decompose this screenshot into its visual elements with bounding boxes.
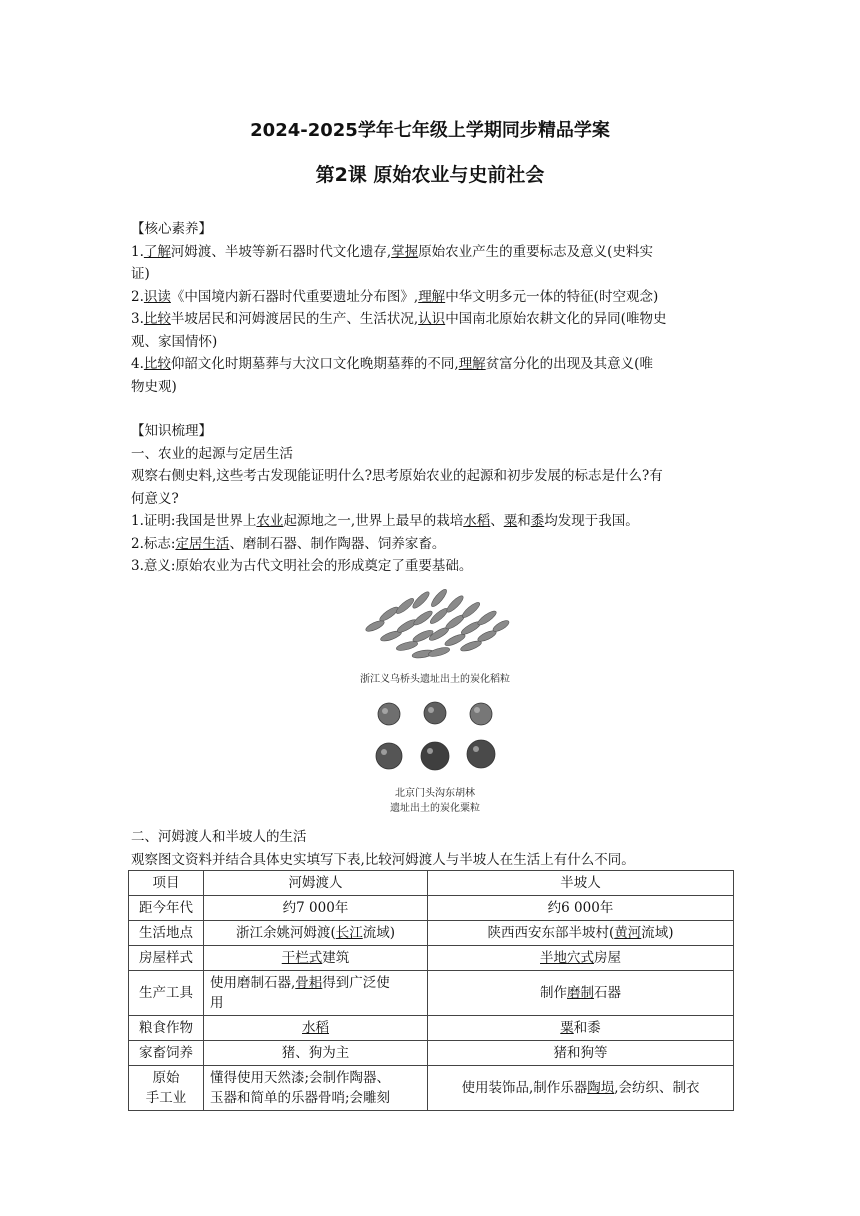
- rice-grains-caption: 浙江义乌桥头遗址出土的炭化稻粒: [360, 674, 510, 685]
- core-heading: 【核心素养】: [131, 221, 212, 237]
- knowledge-heading: 【知识梳理】: [131, 423, 212, 439]
- document-title: 2024-2025学年七年级上学期同步精品学案: [250, 120, 610, 141]
- core-item-3: 3.比较半坡居民和河姆渡居民的生产、生活状况,认识中国南北原始农耕文化的异同(唯物史: [131, 311, 667, 327]
- rice-grains-image: [355, 586, 515, 664]
- millet-grains-image: [365, 700, 505, 778]
- table-row: [129, 1016, 734, 1041]
- core-item-4-cont: 物史观): [131, 378, 177, 395]
- row-label: 生产工具: [129, 971, 204, 1016]
- hemudu-cell: 猪、狗为主: [204, 1041, 428, 1066]
- millet-grains-figure: [335, 700, 535, 816]
- section-2-heading: 二、河姆渡人和半坡人的生活: [131, 829, 307, 845]
- core-item-2: 2.识读《中国境内新石器时代重要遗址分布图》,理解中华文明多元一体的特征(时空观念): [131, 288, 659, 305]
- table-header-row: [129, 871, 734, 896]
- millet-caption-line-2: 遗址出土的炭化粟粒: [390, 803, 480, 814]
- question-line-2: 何意义?: [131, 490, 179, 507]
- section-2: [131, 826, 741, 871]
- core-item-1: 1.了解河姆渡、半坡等新石器时代文化遗存,掌握原始农业产生的重要标志及意义(史料实: [131, 243, 653, 260]
- row-label: 原始 手工业: [129, 1066, 204, 1111]
- banpo-cell: 约6 000年: [428, 896, 734, 921]
- lesson-title: 第2课 原始农业与史前社会: [315, 164, 545, 186]
- table-row: [129, 921, 734, 946]
- banpo-cell: 猪和狗等: [428, 1041, 734, 1066]
- section-1-heading: 一、农业的起源与定居生活: [131, 445, 293, 462]
- table-row: [129, 971, 734, 1016]
- row-label: 家畜饲养: [129, 1041, 204, 1066]
- table-row: [129, 1041, 734, 1066]
- table-row: [129, 1066, 734, 1111]
- row-label: 距今年代: [129, 896, 204, 921]
- table-row: [129, 896, 734, 921]
- core-item-3-cont: 观、家国情怀): [131, 333, 218, 350]
- header-cell: 半坡人: [428, 871, 734, 896]
- banpo-cell: 半地穴式房屋: [428, 946, 734, 971]
- table-row: [129, 946, 734, 971]
- row-label: 粮食作物: [129, 1016, 204, 1041]
- banpo-cell: 粟和黍: [428, 1016, 734, 1041]
- question-line-1: 观察右侧史料,这些考古发现能证明什么?思考原始农业的起源和初步发展的标志是什么?有: [131, 468, 663, 484]
- header-cell: 河姆渡人: [204, 871, 428, 896]
- banpo-cell: 使用装饰品,制作乐器陶埙,会纺织、制衣: [428, 1066, 734, 1111]
- hemudu-cell: 使用磨制石器,骨耜得到广泛使 用: [204, 971, 428, 1016]
- hemudu-cell: 约7 000年: [204, 896, 428, 921]
- core-item-1-cont: 证): [131, 266, 150, 282]
- comparison-table: [128, 870, 734, 1111]
- row-label: 房屋样式: [129, 946, 204, 971]
- hemudu-cell: 懂得使用天然漆;会制作陶器、 玉器和简单的乐器骨哨;会雕刻: [204, 1066, 428, 1111]
- rice-grains-figure: [335, 586, 535, 687]
- hemudu-cell: 浙江余姚河姆渡(长江流域): [204, 921, 428, 946]
- hemudu-cell: 干栏式建筑: [204, 946, 428, 971]
- knowledge-section: [131, 420, 741, 578]
- point-2: 2.标志:定居生活、磨制石器、制作陶器、饲养家畜。: [131, 535, 446, 552]
- section-2-intro: 观察图文资料并结合具体史实填写下表,比较河姆渡人与半坡人在生活上有什么不同。: [131, 851, 635, 868]
- header-cell: 项目: [129, 871, 204, 896]
- banpo-cell: 制作磨制石器: [428, 971, 734, 1016]
- core-literacy-section: [131, 218, 741, 398]
- banpo-cell: 陕西西安东部半坡村(黄河流域): [428, 921, 734, 946]
- core-item-4: 4.比较仰韶文化时期墓葬与大汶口文化晚期墓葬的不同,理解贫富分化的出现及其意义(唯: [131, 356, 653, 372]
- point-1: 1.证明:我国是世界上农业起源地之一,世界上最早的栽培水稻、粟和黍均发现于我国。: [131, 513, 639, 529]
- hemudu-cell: 水稻: [204, 1016, 428, 1041]
- point-3: 3.意义:原始农业为古代文明社会的形成奠定了重要基础。: [131, 558, 473, 574]
- millet-caption-line-1: 北京门头沟东胡林: [395, 788, 475, 799]
- row-label: 生活地点: [129, 921, 204, 946]
